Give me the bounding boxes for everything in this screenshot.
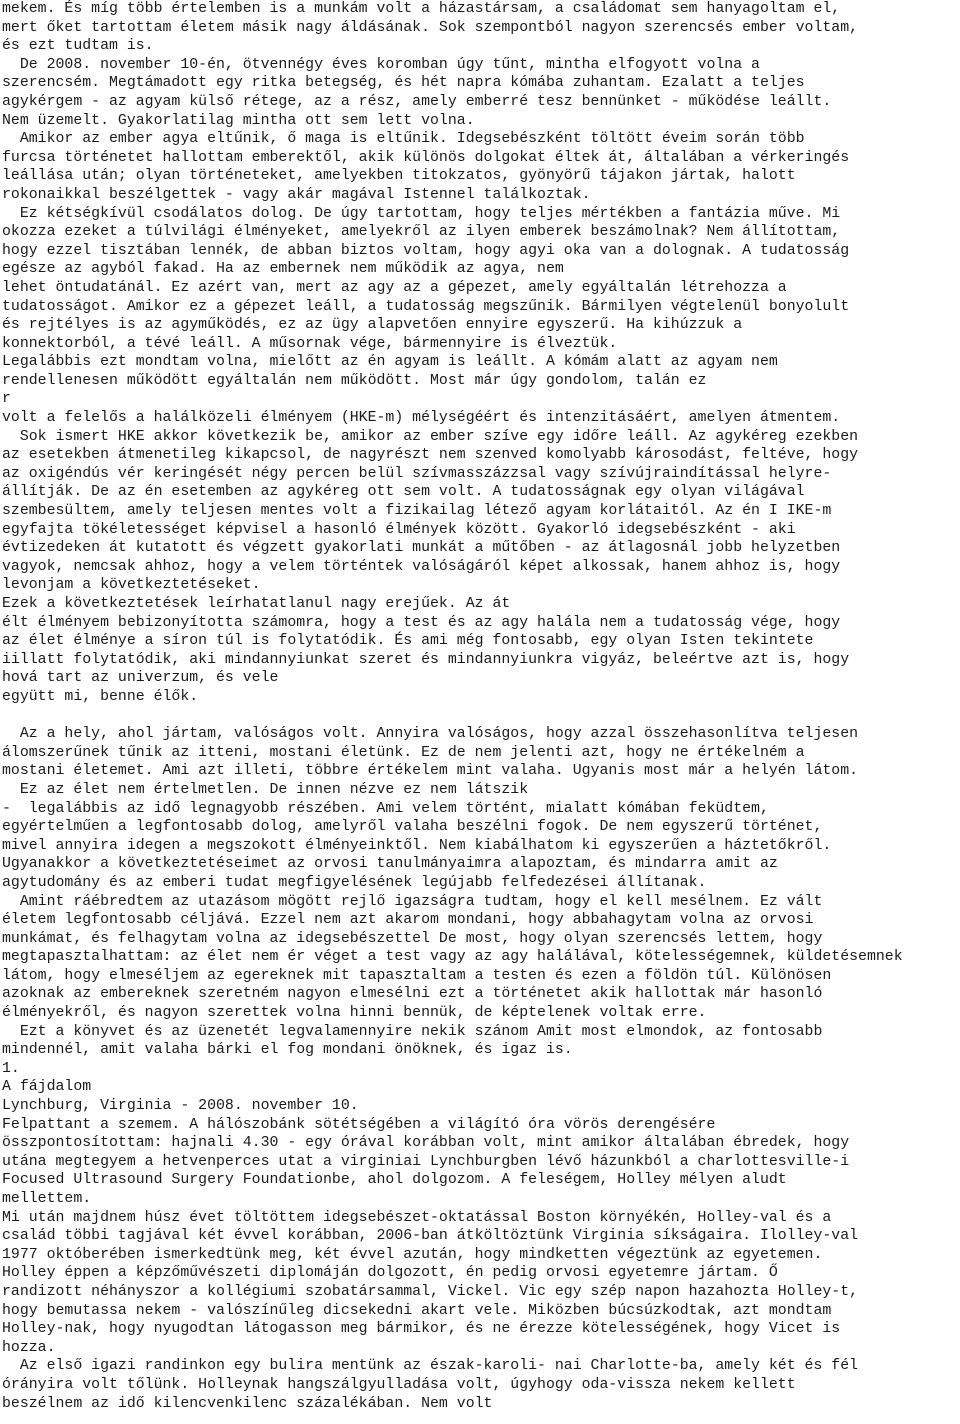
text-line: az oxigéndús vér keringését négy percen belül szívmasszázzsal vagy szívújraindítással helyre-: [2, 465, 832, 482]
text-line: élt élményem bebizonyította számomra, hogy a test és az agy halála nem a tudatosság vége, hogy: [2, 614, 841, 631]
text-line: mert őket tartottam életem másik nagy áldásának. Sok szempontból nagyon szerencsés ember voltam,: [2, 19, 859, 36]
text-line: Ez az élet nem értelmetlen. De innen nézve ez nem látszik: [2, 781, 529, 798]
text-line: rokonaikkal beszélgettek - vagy akár magával Istennel találkoztak.: [2, 186, 591, 203]
text-line: hogy bemutassa nekem - valószínűleg dicsekedni akart vele. Miközben búcsúzkodtak, azt mondtam: [2, 1302, 832, 1319]
text-line: Felpattant a szemem. A hálószobánk sötétségében a világító óra vörös derengésére: [2, 1116, 716, 1133]
text-line: azoknak az embereknek szeretném nagyon elmesélni ezt a történetet akik hallottak már hasonló: [2, 986, 823, 1003]
text-line: az élet élménye a síron túl is folytatódik. És ami még fontosabb, egy olyan Isten tekintete: [2, 633, 814, 650]
text-line: r: [2, 391, 11, 408]
text-line: iillatt folytatódik, aki mindannyiunkat szeret és mindannyiunkra vigyáz, beleértve azt is, hogy: [2, 651, 850, 668]
text-line: mellettem.: [2, 1191, 92, 1207]
text-line: életem legfontosabb céljává. Ezzel nem azt akarom mondani, hogy abbahagytam volna az orvosi: [2, 912, 814, 929]
text-line: hozza.: [2, 1339, 56, 1356]
text-line: szembesültem, amely teljesen mentes volt a fizikailag létező agyam korlátaitól. Az én I IKE-m: [2, 503, 832, 520]
text-line: beszélnem az idő kilencvenkilenc százalékában. Nem volt: [2, 1395, 493, 1412]
text-line: utána megtegyem a hetvenperces utat a virginiai Lynchburgben lévő házunkból a charlottesville-i: [2, 1153, 850, 1170]
text-line: mivel annyira idegen a megszokott élményeinktől. Nem kiabálhatom ki egyszerűen a háztetőkről.: [2, 837, 832, 854]
text-line: és ezt tudtam is.: [2, 38, 154, 55]
text-line: mekem. És míg több értelemben is a munkám volt a házastársam, a családomat sem hanyagoltam el,: [2, 1, 841, 17]
text-line: Legalábbis ezt mondtam volna, mielőtt az én agyam is leállt. A kómám alatt az agyam nem: [2, 354, 778, 371]
text-line: mostani életemet. Ami azt illeti, többre értékelem mint valaha. Ugyanis most már a helyén látom.: [2, 763, 859, 780]
text-line: Az első igazi randinkon egy bulira mentünk az észak-karoli- nai Charlotte-ba, amely két és fél: [2, 1358, 859, 1375]
text-line: randizott néhányszor a kollégiumi szobatársammal, Vickel. Vic egy szép napon hazahozta Holley-t,: [2, 1283, 859, 1300]
text-line: 1.: [2, 1060, 20, 1077]
text-line: lehet öntudatánál. Ez azért van, mert az agy az a gépezet, amely egyáltalán létrehozza a: [2, 279, 787, 296]
text-line: Ugyanakkor a következtetéseimet az orvosi tanulmányaimra alapoztam, és mindarra amit az: [2, 856, 778, 873]
text-line: Ezek a következtetések leírhatatlanul nagy erejűek. Az át: [2, 596, 511, 612]
text-line: Ez kétségkívül csodálatos dolog. De úgy tartottam, hogy teljes mértékben a fantázia műve. Mi: [2, 205, 841, 222]
text-line: Az a hely, ahol jártam, valóságos volt. Annyira valóságos, hogy azzal összehasonlítva teljesen: [2, 726, 859, 743]
text-line: De 2008. november 10-én, ötvennégy éves koromban úgy tűnt, mintha elfogyott volna a: [2, 56, 760, 73]
text-line: Holley éppen a képzőművészeti diplomáján dolgozott, én pedig orvosi egyetemre jártam. Ő: [2, 1265, 778, 1282]
text-line: levonjam a következtetéseket.: [2, 577, 261, 594]
text-line: vagyok, nemcsak ahhoz, hogy a velem történtek valóságáról képet alkossak, hanem ahhoz is, hogy: [2, 558, 841, 575]
text-line: leállása után; olyan történeteket, amelyekben titokzatos, gyönyörű tájakon jártak, halott: [2, 168, 796, 185]
text-line: Amint ráébredtem az utazásom mögött rejlő igazságra tudtam, hogy el kell mesélnem. Ez vált: [2, 893, 823, 910]
text-line: - legalábbis az idő legnagyobb részében. Ami velem történt, mialatt kómában feküdtem,: [2, 800, 769, 817]
text-line: összpontosítottam: hajnali 4.30 - egy órával korábban volt, mint amikor általában ébredek, hogy: [2, 1135, 850, 1152]
text-line: hová tart az univerzum, és vele: [2, 670, 279, 687]
text-line: munkámat, és felhagytam volna az idegsebészettel De most, hogy olyan szerencsés lettem, hogy: [2, 930, 823, 947]
text-line: élményekről, és nagyon szerettek volna hinni bennük, de képtelenek voltak erre.: [2, 1005, 707, 1022]
text-line: Mi után majdnem húsz évet töltöttem idegsebészet-oktatással Boston környékén, Holley-val és a: [2, 1209, 832, 1226]
text-line: egésze az agyból fakad. Ha az embernek nem működik az agya, nem: [2, 261, 564, 278]
text-line: tudatosságot. Amikor ez a gépezet leáll, a tudatosság megszűnik. Bármilyen végtelenül bonyolult: [2, 298, 850, 315]
text-line: Lynchburg, Virginia - 2008. november 10.: [2, 1098, 359, 1115]
text-line: mindennél, amit valaha bárki el fog mondani önöknek, és igaz is.: [2, 1042, 573, 1059]
text-line: együtt mi, benne élők.: [2, 688, 199, 705]
text-line: álomszerűnek tűnik az itteni, mostani életünk. Ez de nem jelenti azt, hogy ne értékelném a: [2, 744, 805, 761]
text-line: szerencsém. Megtámadott egy ritka betegség, és hét napra kómába zuhantam. Ezalatt a teljes: [2, 75, 805, 92]
text-line: Sok ismert HKE akkor következik be, amikor az ember szíve egy időre leáll. Az agykéreg ezekben: [2, 428, 859, 445]
text-line: A fájdalom: [2, 1079, 92, 1096]
text-line: [2, 707, 960, 726]
text-line: megtapasztalhattam: az élet nem ér véget a test vagy az agy halálával, kötelességemnek, küldetésemnek: [2, 949, 903, 966]
text-line: évtizedeken át kutatott és végzett gyakorlati munkát a műtőben - az átlagosnál jobb helyzetben: [2, 540, 841, 557]
text-line: agytudomány és az emberi tudat megfigyelésének legújabb felfedezései állítanak.: [2, 874, 707, 891]
text-line: hogy ezzel tisztában lennék, de abban biztos voltam, hogy agyi oka van a dolognak. A tudatosság: [2, 242, 850, 259]
text-line: állítják. De az én esetemben az agykéreg ott sem volt. A tudatosságnak egy olyan világával: [2, 484, 805, 501]
text-line: konnektorból, a tévé leáll. A műsornak vége, bármennyire is élveztük.: [2, 335, 618, 352]
text-line: Focused Ultrasound Surgery Foundationbe, ahol dolgozom. A feleségem, Holley mélyen aludt: [2, 1172, 787, 1189]
text-line: agykérgem - az agyam külső rétege, az a rész, amely emberré tesz bennünket - működése leállt.: [2, 93, 832, 110]
text-line: az esetekben átmenetileg kikapcsol, de nagyrészt nem szenved komolyabb károsodást, feltéve, hogy: [2, 447, 859, 464]
text-line: család többi tagjával két évvel korábban, 2006-ban átköltöztünk Virginia síkságaira. Ilolley-val: [2, 1228, 859, 1245]
text-line: egyértelműen a legfontosabb dolog, amelyről valaha beszélni fogok. De nem egyszerű történet,: [2, 819, 823, 836]
text-line: órányira volt tőlünk. Holleynak hangszálgyulladása volt, úgyhogy oda-vissza nekem kellett: [2, 1376, 796, 1393]
text-line: Amikor az ember agya eltűnik, ő maga is eltűnik. Idegsebészként töltött éveim során több: [2, 131, 805, 148]
text-line: volt a felelős a halálközeli élményem (HKE-m) mélységéért és intenzitásáért, amelyen átmentem.: [2, 410, 841, 427]
text-line: okozza ezeket a túlvilági élményeket, amelyekről az ilyen emberek beszámolnak? Nem állítottam,: [2, 224, 841, 241]
text-line: rendellenesen működött egyáltalán nem működött. Most már úgy gondolom, talán ez: [2, 372, 707, 389]
text-line: látom, hogy elmeséljem az egereknek mit tapasztaltam a testen és ezen a földön túl. Különösen: [2, 967, 832, 984]
text-line: 1977 októberében ismerkedtünk meg, két évvel azután, hogy mindketten végeztünk az egyetemen.: [2, 1246, 823, 1263]
text-line: egyfajta tökéletességet képvisel a hasonló élmények között. Gyakorló idegsebészként - aki: [2, 521, 796, 538]
text-line: furcsa történetet hallottam emberektől, akik különös dolgokat éltek át, általában a vérkeringés: [2, 149, 850, 166]
text-line: Holley-nak, hogy nyugodtan látogasson meg bármikor, és ne érezze kötelességének, hogy Vicet is: [2, 1321, 841, 1338]
text-line: és rejtélyes is az agyműködés, ez az ügy alapvetően ennyire egyszerű. Ha kihúzzuk a: [2, 317, 743, 334]
text-line: Nem üzemelt. Gyakorlatilag mintha ott sem lett volna.: [2, 112, 475, 129]
text-line: Ezt a könyvet és az üzenetét legvalamennyire nekik szánom Amit most elmondok, az fontosabb: [2, 1023, 823, 1040]
